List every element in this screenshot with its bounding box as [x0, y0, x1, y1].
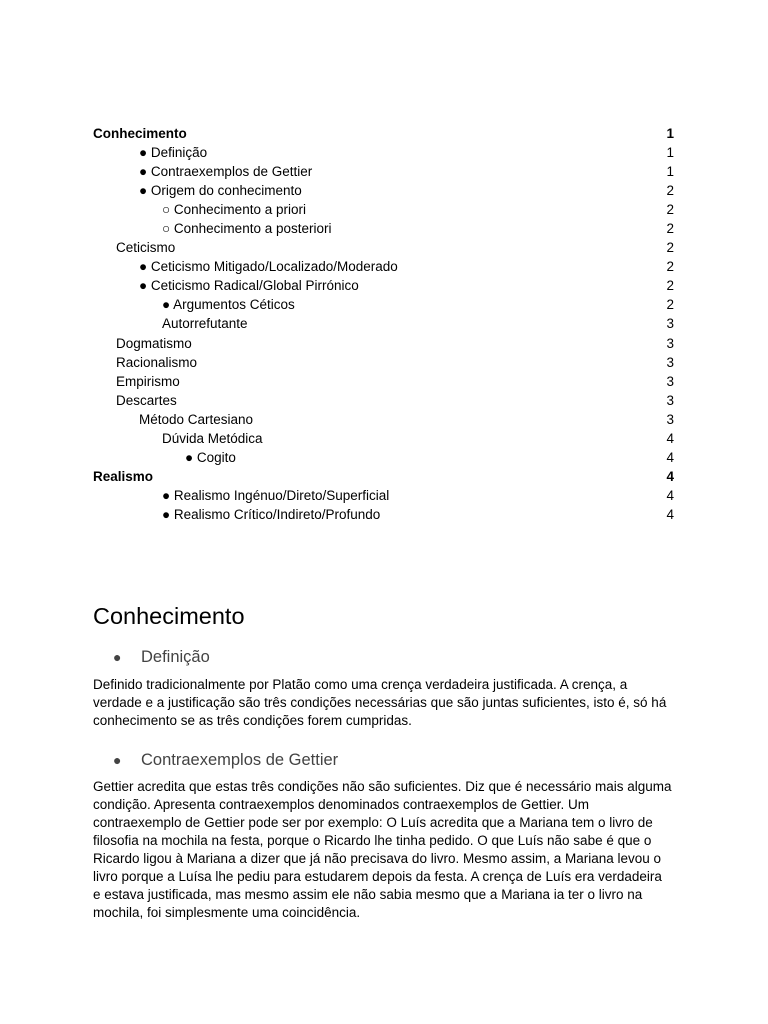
toc-entry[interactable]: [93, 219, 674, 238]
toc-entry-page-number: 2: [666, 278, 674, 294]
toc-entry-page-number: 2: [666, 259, 674, 275]
toc-entry[interactable]: [93, 391, 674, 410]
toc-entry-label: Descartes: [116, 392, 177, 408]
subsection-heading-gettier: [93, 749, 673, 771]
toc-entry-label: ○ Conhecimento a posteriori: [162, 221, 332, 237]
toc-entry-label: ● Contraexemplos de Gettier: [139, 164, 313, 180]
toc-entry-page-number: 4: [666, 487, 674, 503]
paragraph-gettier: Gettier acredita que estas três condições não são suficientes. Diz que é necessário mais alguma condição. Apresenta contraexemplos denominados contraexemplos de Gettier. Um contraexemplo de Gettier pode ser por exemplo: O Luís acredita que a Mariana tem o livro de filosofia na mochila na festa, porque o Ricardo lhe tinha pedido. O que Luís não sabe é que o Ricardo ligou à Mariana a dizer que já não precisava do livro. Mesmo assim, a Mariana levou o livro porque a Luísa lhe pediu para estudarem depois da festa. A crença de Luís era verdadeira e estava justificada, mas mesmo assim ele não sabia mesmo que a Mariana ia ter o livro na mochila, foi simplesmente uma coincidência.: [93, 779, 672, 920]
subsection-heading-definicao: [93, 646, 673, 668]
toc-entry-page-number: 3: [666, 373, 674, 389]
toc-entry-label: ● Origem do conhecimento: [139, 183, 302, 199]
toc-entry-page-number: 4: [666, 506, 674, 522]
toc-entry-label: Conhecimento: [93, 126, 187, 141]
toc-entry[interactable]: [93, 181, 674, 200]
toc-entry-page-number: 2: [666, 221, 674, 237]
toc-entry[interactable]: [93, 200, 674, 219]
toc-entry-page-number: 4: [666, 449, 674, 465]
toc-entry[interactable]: [93, 467, 674, 486]
subsection-heading-label: Definição: [141, 648, 210, 666]
bullet-icon: ●: [113, 752, 122, 768]
toc-entry-label: ● Cogito: [185, 449, 236, 465]
toc-entry-label: ● Realismo Ingénuo/Direto/Superficial: [162, 487, 390, 503]
toc-entry[interactable]: [93, 295, 674, 314]
toc-entry-page-number: 3: [666, 316, 674, 332]
toc-entry-page-number: 1: [666, 126, 674, 141]
toc-entry-label: Método Cartesiano: [139, 411, 254, 427]
toc-entry-page-number: 3: [666, 354, 674, 370]
toc-entry-page-number: 2: [666, 183, 674, 199]
toc-entry-label: ● Ceticismo Mitigado/Localizado/Moderado: [139, 259, 398, 275]
toc-entry-label: Empirismo: [116, 373, 180, 389]
toc-entry[interactable]: [93, 124, 674, 143]
toc-entry-label: Dúvida Metódica: [162, 430, 263, 446]
toc-entry-page-number: 3: [666, 411, 674, 427]
toc-entry-page-number: 4: [666, 468, 674, 484]
toc-entry[interactable]: [93, 505, 674, 524]
toc-entry-label: ● Ceticismo Radical/Global Pirrónico: [139, 278, 359, 294]
toc-entry[interactable]: [93, 162, 674, 181]
toc-entry-page-number: 2: [666, 240, 674, 256]
document-content: [93, 600, 673, 922]
toc-entry[interactable]: [93, 448, 674, 467]
toc-entry-label: ○ Conhecimento a priori: [162, 202, 306, 218]
toc-entry-label: Dogmatismo: [116, 335, 192, 351]
paragraph-definicao: Definido tradicionalmente por Platão como uma crença verdadeira justificada. A crença, a verdade e a justificação são três condições necessárias que são juntas suficientes, isto é, só há conhecimento se as três condições forem cumpridas.: [93, 677, 667, 728]
toc-entry-page-number: 4: [666, 430, 674, 446]
toc-entry-page-number: 3: [666, 392, 674, 408]
toc-entry-label: ● Argumentos Céticos: [162, 297, 295, 313]
toc-entry-page-number: 2: [666, 297, 674, 313]
toc-entry-label: Racionalismo: [116, 354, 198, 370]
toc-entry[interactable]: [93, 143, 674, 162]
toc-entry[interactable]: [93, 238, 674, 257]
toc-entry[interactable]: [93, 276, 674, 295]
section-title: Conhecimento: [93, 603, 245, 629]
toc-entry[interactable]: [93, 353, 674, 372]
toc-entry[interactable]: [93, 486, 674, 505]
toc-entry-label: Ceticismo: [116, 240, 176, 256]
toc-entry[interactable]: [93, 410, 674, 429]
toc-entry-label: Autorrefutante: [162, 316, 248, 332]
bullet-icon: ●: [113, 649, 122, 665]
toc-entry[interactable]: [93, 314, 674, 333]
toc-entry[interactable]: [93, 334, 674, 353]
table-of-contents: [93, 124, 674, 524]
toc-entry-page-number: 1: [666, 164, 674, 180]
toc-entry[interactable]: [93, 257, 674, 276]
toc-entry-label: ● Definição: [139, 145, 208, 161]
toc-entry[interactable]: [93, 372, 674, 391]
toc-entry-label: ● Realismo Crítico/Indireto/Profundo: [162, 506, 381, 522]
toc-entry-page-number: 1: [666, 145, 674, 161]
toc-entry-page-number: 2: [666, 202, 674, 218]
toc-entry-label: Realismo: [93, 468, 154, 484]
toc-entry-page-number: 3: [666, 335, 674, 351]
toc-entry[interactable]: [93, 429, 674, 448]
subsection-heading-label: Contraexemplos de Gettier: [141, 751, 339, 769]
